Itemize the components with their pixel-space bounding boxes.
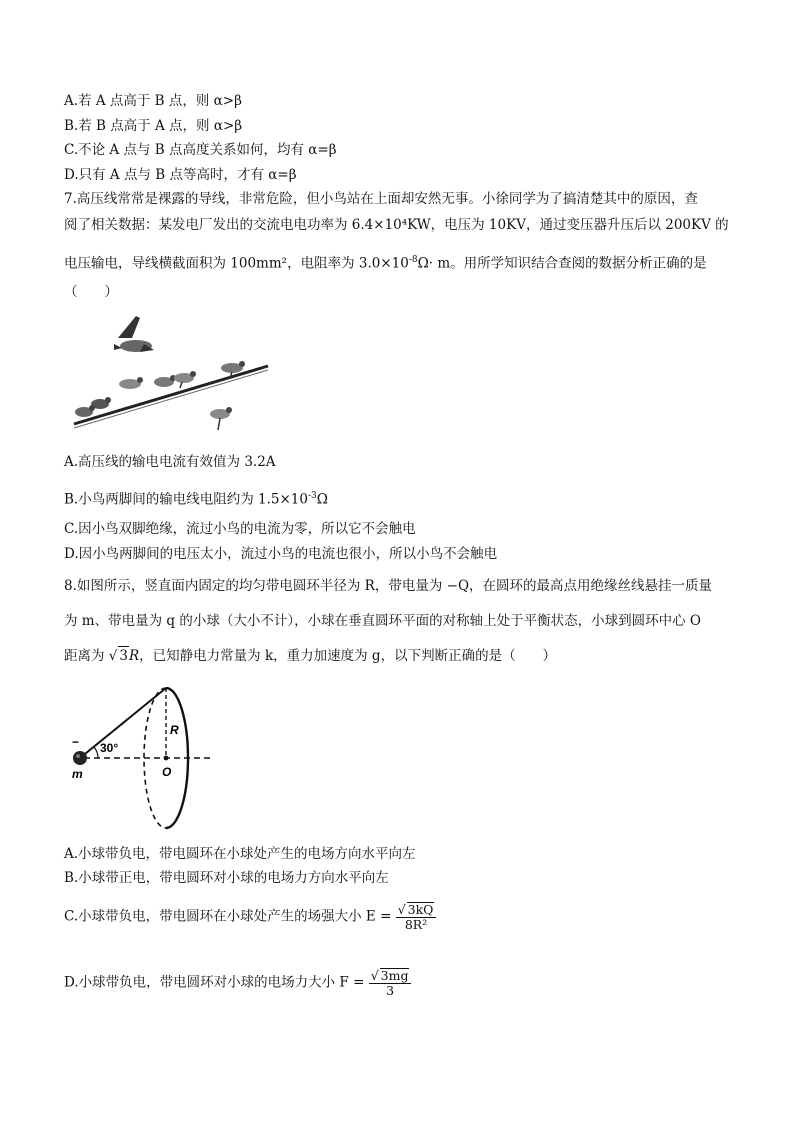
q6-option-c: C.不论 A 点与 B 点高度关系如何，均有 α=β (64, 142, 337, 158)
q6-option-d: D.只有 A 点与 B 点等高时，才有 α=β (64, 167, 297, 183)
q8-option-d-text: D.小球带负电，带电圆环对小球的电场力大小 F = (64, 974, 365, 991)
q8-option-c-text: C.小球带负电，带电圆环在小球处产生的场强大小 E = (64, 908, 392, 925)
q7-option-b-exponent: -3 (307, 491, 317, 501)
q6-option-b: B.若 B 点高于 A 点，则 α>β (64, 118, 243, 134)
angle-label: 30° (100, 741, 119, 755)
power-line (74, 366, 268, 424)
birds-on-wire-figure (70, 308, 270, 440)
ring-center-point (164, 756, 169, 761)
q8-option-c-fraction: $\frac{√ 3kQ}{\text{8R²}}$ (396, 902, 437, 932)
q8-option-c-denominator: 8R² (404, 917, 428, 932)
q8-line3-R: R (129, 648, 140, 664)
q7-option-b-text: B.小鸟两脚间的输电线电阻约为 1.5×10 (64, 491, 308, 508)
flying-bird-icon (114, 316, 154, 352)
q8-option-c (64, 902, 436, 932)
center-label: O (162, 765, 172, 779)
charged-ring-diagram (62, 680, 222, 830)
q8-option-b: B.小球带正电，带电圆环对小球的电场力方向水平向左 (64, 870, 389, 886)
ball-charge-sign: − (72, 735, 80, 749)
q7-line3-text: 电压输电，导线横截面积为 100mm²，电阻率为 3.0×10 (64, 255, 409, 272)
q7-line3-unit: Ω· m。用所学知识结合查阅的数据分析正确的是 (417, 255, 707, 272)
q8-option-d (64, 968, 411, 998)
insulating-thread (80, 688, 166, 758)
q7-stem-line2: 阅了相关数据：某发电厂发出的交流电电功率为 6.4×10⁴KW，电压为 10KV，通过变压器升压后以 200KV 的 (64, 217, 729, 233)
q7-option-b-unit: Ω (316, 491, 328, 508)
q8-option-a: A.小球带负电，带电圆环在小球处产生的电场方向水平向左 (64, 846, 416, 862)
q6-option-a: A.若 A 点高于 B 点，则 α>β (64, 93, 242, 109)
q7-option-c: C.因小鸟双脚绝缘，流过小鸟的电流为零，所以它不会触电 (64, 521, 416, 537)
mass-label: m (72, 767, 83, 781)
charged-ball-icon (73, 751, 87, 765)
q7-stem-line3 (64, 251, 707, 273)
q7-option-a: A.高压线的输电电流有效值为 3.2A (64, 454, 276, 470)
q7-option-d: D.因小鸟两脚间的电压太小，流过小鸟的电流也很小，所以小鸟不会触电 (64, 546, 498, 562)
q8-stem-line1: 8.如图所示，竖直面内固定的均匀带电圆环半径为 R，带电量为 −Q，在圆环的最高点用绝缘丝线悬挂一质量 (64, 578, 713, 594)
q8-stem-line2: 为 m、带电量为 q 的小球（大小不计），小球在垂直圆环平面的对称轴上处于平衡状态，小球到圆环中心 O (64, 613, 701, 629)
q7-option-b (64, 487, 328, 509)
q7-line3-exponent: -8 (408, 255, 418, 265)
q8-option-d-fraction: $\frac{√ 3mg}{3}$ (369, 968, 412, 998)
q8-sqrt-3: 3 (119, 648, 128, 664)
q8-option-c-numerator: 3kQ (407, 902, 434, 917)
q8-stem-line3: 距离为 √ 3R，已知静电力常量为 k，重力加速度为 g，以下判断正确的是（ ） (64, 648, 557, 664)
q8-option-d-numerator: 3mg (380, 968, 409, 983)
q7-stem-line1: 7.高压线常常是裸露的导线，非常危险，但小鸟站在上面却安然无事。小徐同学为了搞清楚其中的原因，查 (64, 191, 698, 207)
q8-line3-suffix: ，已知静电力常量为 k，重力加速度为 g，以下判断正确的是（ ） (139, 648, 557, 664)
q8-line3-prefix: 距离为 (64, 648, 109, 664)
radius-label: R (170, 723, 179, 737)
q7-answer-paren: （ ） (64, 284, 118, 300)
angle-arc (94, 747, 98, 758)
q8-option-d-denominator: 3 (386, 983, 395, 998)
